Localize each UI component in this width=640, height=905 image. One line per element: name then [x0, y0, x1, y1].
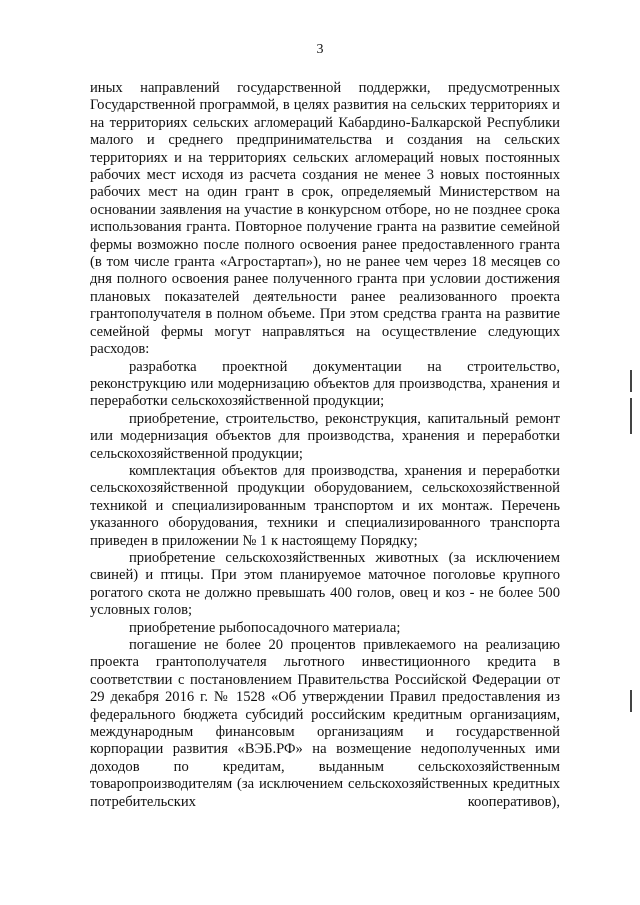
scan-edge-mark — [630, 398, 632, 434]
document-body — [90, 80, 560, 811]
paragraph-livestock: приобретение сельскохозяйственных животных (за исключением свиней) и птицы. При этом планируемое маточное поголовье крупного рогатого скота не должно превышать 400 голов, овец и коз - не более 500 условных голов; — [90, 549, 560, 619]
page-number: 3 — [316, 42, 324, 57]
paragraph-intro-continuation: иных направлений государственной поддержки, предусмотренных Государственной программой, в целях развития на сельских территориях и на территориях сельских агломераций Кабардино-Балкарской Республики малого и среднего предпринимательства и создания на сельских территориях и на территориях сельских агломераций новых постоянных рабочих мест исходя из расчета создания не менее 3 новых постоянных рабочих мест на один грант в срок, определяемый Министерством на основании заявления на участие в конкурсном отборе, но не позднее срока использования гранта. Повторное получение гранта на развитие семейной фермы возможно после полного освоения ранее предоставленного гранта (в том числе гранта «Агростартап»), но не ранее чем через 18 месяцев со дня полного освоения ранее полученного гранта при условии достижения плановых показателей деятельности ранее реализованного проекта грантополучателя в полном объеме. При этом средства гранта на развитие семейной фермы могут направляться на осуществление следующих расходов: — [90, 80, 560, 358]
paragraph-equipment: комплектация объектов для производства, хранения и переработки сельскохозяйственной продукции оборудованием, сельскохозяйственной техникой и специализированным транспортом и их монтаж. Перечень указанного оборудования, техники и специализированного транспорта приведен в приложении № 1 к настоящему Порядку; — [90, 462, 560, 549]
paragraph-loan-repayment: погашение не более 20 процентов привлекаемого на реализацию проекта грантополучателя льготного инвестиционного кредита в соответствии с постановлением Правительства Российской Федерации от 29 декабря 2016 г. № 1528 «Об утверждении Правил предоставления из федерального бюджета субсидий российским кредитным организациям, международным финансовым организациям и государственной корпорации развития «ВЭБ.РФ» на возмещение недополученных ими доходов по кредитам, выданным сельскохозяйственным товаропроизводителям (за исключением сельскохозяйственных кредитных потребительских кооперативов), — [90, 637, 560, 810]
paragraph-design-documentation: разработка проектной документации на строительство, реконструкцию или модернизацию объектов для производства, хранения и переработки сельскохозяйственной продукции; — [90, 358, 560, 410]
paragraph-fish-stock: приобретение рыбопосадочного материала; — [129, 619, 401, 636]
scan-edge-mark — [630, 370, 632, 392]
scan-edge-mark — [630, 690, 632, 712]
paragraph-construction: приобретение, строительство, реконструкция, капитальный ремонт или модернизация объектов для производства, хранения и переработки сельскохозяйственной продукции; — [90, 410, 560, 462]
